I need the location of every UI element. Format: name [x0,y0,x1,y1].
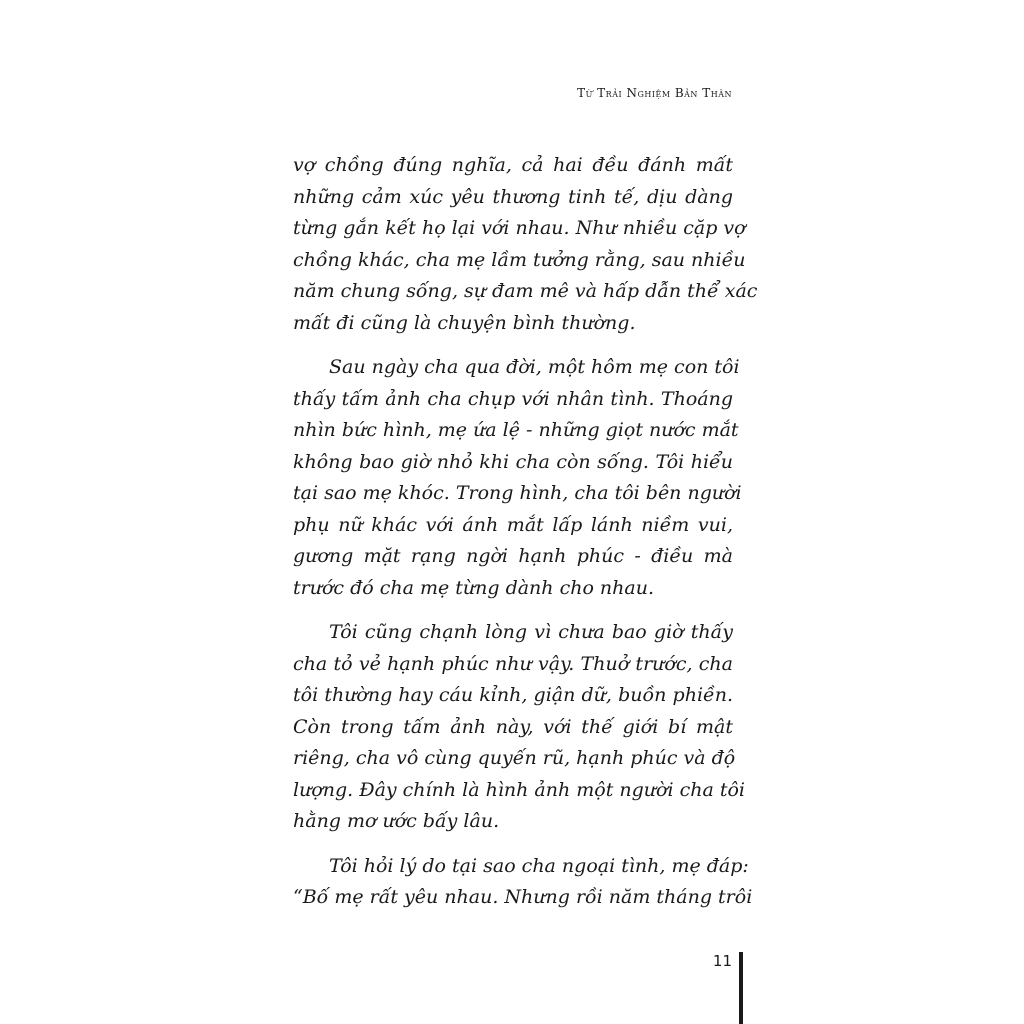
paragraph-2-line-7: gương mặt rạng ngời hạnh phúc - điều mà [293,545,733,567]
paragraph-2-line-2: thấy tấm ảnh cha chụp với nhân tình. Thoáng [293,387,733,410]
paragraph-2-line-1: Sau ngày cha qua đời, một hôm mẹ con tôi [329,356,740,378]
paragraph-3-line-3: tôi thường hay cáu kỉnh, giận dữ, buồn phiền. [293,684,733,706]
paragraph-4-line-1: Tôi hỏi lý do tại sao cha ngoại tình, mẹ đáp: [329,854,749,877]
paragraph-3-line-6: lượng. Đây chính là hình ảnh một người cha tôi [293,778,745,801]
paragraph-3-line-1: Tôi cũng chạnh lòng vì chưa bao giờ thấy [329,621,733,643]
paragraph-2-line-5: tại sao mẹ khóc. Trong hình, cha tôi bên người [293,482,742,504]
running-header: Từ Trải Nghiệm Bản Thân [577,86,732,100]
paragraph-2-line-3: nhìn bức hình, mẹ ứa lệ - những giọt nước mắt [293,419,739,441]
paragraph-2-line-8: trước đó cha mẹ từng dành cho nhau. [293,576,655,599]
paragraph-2-line-6: phụ nữ khác với ánh mắt lấp lánh niềm vui, [293,513,733,536]
paragraph-1-line-1: vợ chồng đúng nghĩa, cả hai đều đánh mất [293,154,733,176]
paragraph-3-line-4: Còn trong tấm ảnh này, với thế giới bí mật [293,715,733,738]
paragraph-4-line-2: “Bố mẹ rất yêu nhau. Nhưng rồi năm tháng trôi [293,886,753,908]
body-text [293,150,758,914]
paragraph-1-line-3: từng gắn kết họ lại với nhau. Như nhiều cặp vợ [293,217,746,239]
paragraph-2-line-4: không bao giờ nhỏ khi cha còn sống. Tôi hiểu [293,450,733,473]
paragraph-1-line-5: năm chung sống, sự đam mê và hấp dẫn thể xác [293,280,758,302]
paragraph-3-line-7: hằng mơ ước bấy lâu. [293,810,500,832]
page-number: 11 [712,952,732,970]
paragraph-1-line-2: những cảm xúc yêu thương tinh tế, dịu dàng [293,185,733,208]
paragraph-3-line-2: cha tỏ vẻ hạnh phúc như vậy. Thuở trước, cha [293,652,733,675]
paragraph-1-line-6: mất đi cũng là chuyện bình thường. [293,311,636,334]
page-edge-rule [739,952,743,1024]
paragraph-1-line-4: chồng khác, cha mẹ lầm tưởng rằng, sau nhiều [293,248,746,271]
paragraph-3-line-5: riêng, cha vô cùng quyến rũ, hạnh phúc và độ [293,747,736,769]
